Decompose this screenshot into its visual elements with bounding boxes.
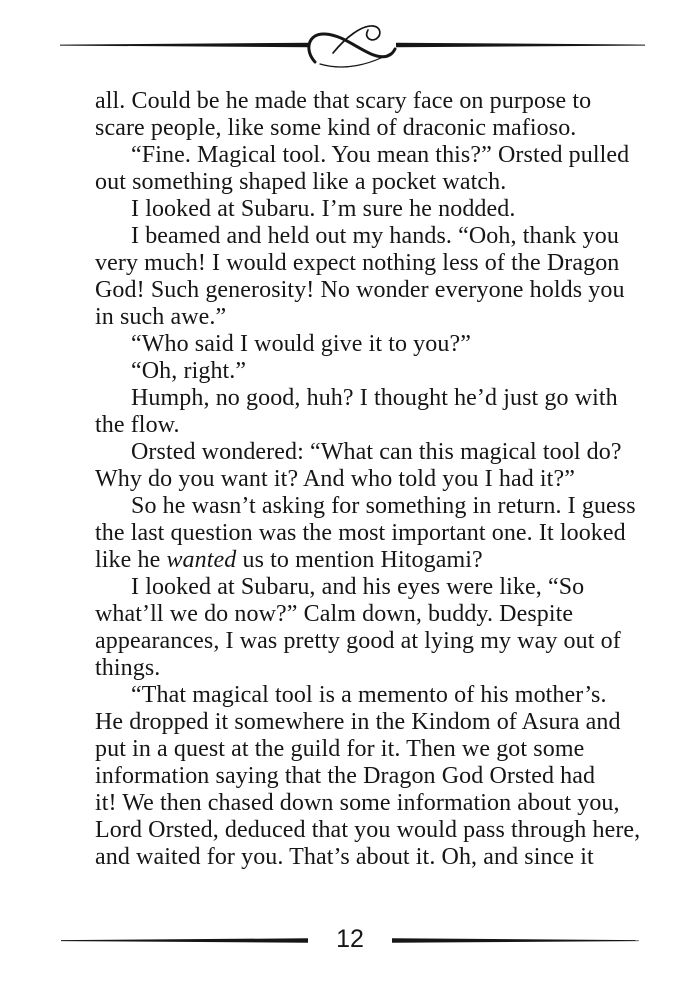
text-line [95, 439, 640, 466]
text-segment: I looked at Subaru, and his eyes were like, “So [131, 574, 585, 600]
text-line [95, 115, 640, 142]
text-segment: things. [95, 655, 161, 681]
text-line [95, 142, 640, 169]
text-segment: God! Such generosity! No wonder everyone holds you [95, 277, 625, 303]
text-segment: scare people, like some kind of draconic mafioso. [95, 115, 577, 141]
text-line [95, 790, 640, 817]
emphasized-text: wanted [166, 547, 237, 573]
text-line [95, 682, 640, 709]
flourish-divider-icon [0, 0, 700, 86]
text-line [95, 412, 640, 439]
text-segment: “Fine. Magical tool. You mean this?” Orsted pulled [131, 142, 630, 168]
text-segment: I beamed and held out my hands. “Ooh, thank you [131, 223, 619, 249]
text-line [95, 331, 640, 358]
page-text [0, 88, 700, 871]
text-segment: in such awe.” [95, 304, 227, 330]
text-segment: Lord Orsted, deduced that you would pass through here, [95, 817, 641, 843]
text-segment: the flow. [95, 412, 180, 438]
text-segment: I looked at Subaru. I’m sure he nodded. [131, 196, 516, 222]
text-line [95, 169, 640, 196]
text-line [95, 304, 640, 331]
text-line [95, 763, 640, 790]
text-segment: appearances, I was pretty good at lying my way out of [95, 628, 621, 654]
text-line [95, 628, 640, 655]
text-segment: He dropped it somewhere in the Kindom of Asura and [95, 709, 621, 735]
text-line [95, 655, 640, 682]
text-segment: what’ll we do now?” Calm down, buddy. Despite [95, 601, 574, 627]
text-segment: very much! I would expect nothing less of the Dragon [95, 250, 620, 276]
text-line [95, 88, 640, 115]
text-segment: put in a quest at the guild for it. Then we got some [95, 736, 585, 762]
text-segment: it! We then chased down some information about you, [95, 790, 620, 816]
text-line [95, 736, 640, 763]
text-segment: “Who said I would give it to you?” [131, 331, 471, 357]
text-line [95, 358, 640, 385]
text-line [95, 574, 640, 601]
text-segment: Humph, no good, huh? I thought he’d just go with [131, 385, 618, 411]
text-segment: “That magical tool is a memento of his mother’s. [131, 682, 607, 708]
text-segment: “Oh, right.” [131, 358, 247, 384]
text-segment: out something shaped like a pocket watch. [95, 169, 507, 195]
text-segment: like he [95, 547, 167, 573]
text-line [95, 709, 640, 736]
text-line [95, 844, 640, 871]
text-line [95, 547, 640, 574]
page-number: 12 [336, 924, 364, 953]
text-line [95, 385, 640, 412]
text-line [95, 466, 640, 493]
text-line [95, 601, 640, 628]
text-segment: Orsted wondered: “What can this magical tool do? [131, 439, 622, 465]
text-segment: information saying that the Dragon God Orsted had [95, 763, 596, 789]
text-line [95, 196, 640, 223]
footer-rule-right [392, 936, 639, 945]
text-segment: us to mention Hitogami? [236, 547, 483, 573]
text-segment: the last question was the most important one. It looked [95, 520, 626, 546]
text-line [95, 250, 640, 277]
text-line [95, 520, 640, 547]
text-segment: So he wasn’t asking for something in return. I guess [131, 493, 636, 519]
text-line [95, 277, 640, 304]
page-footer [0, 918, 700, 962]
text-segment: and waited for you. That’s about it. Oh, and since it [95, 844, 594, 870]
text-line [95, 223, 640, 250]
text-segment: all. Could be he made that scary face on purpose to [95, 88, 592, 114]
text-line [95, 817, 640, 844]
text-line [95, 493, 640, 520]
text-segment: Why do you want it? And who told you I had it?” [95, 466, 575, 492]
footer-rule-left [61, 936, 308, 945]
